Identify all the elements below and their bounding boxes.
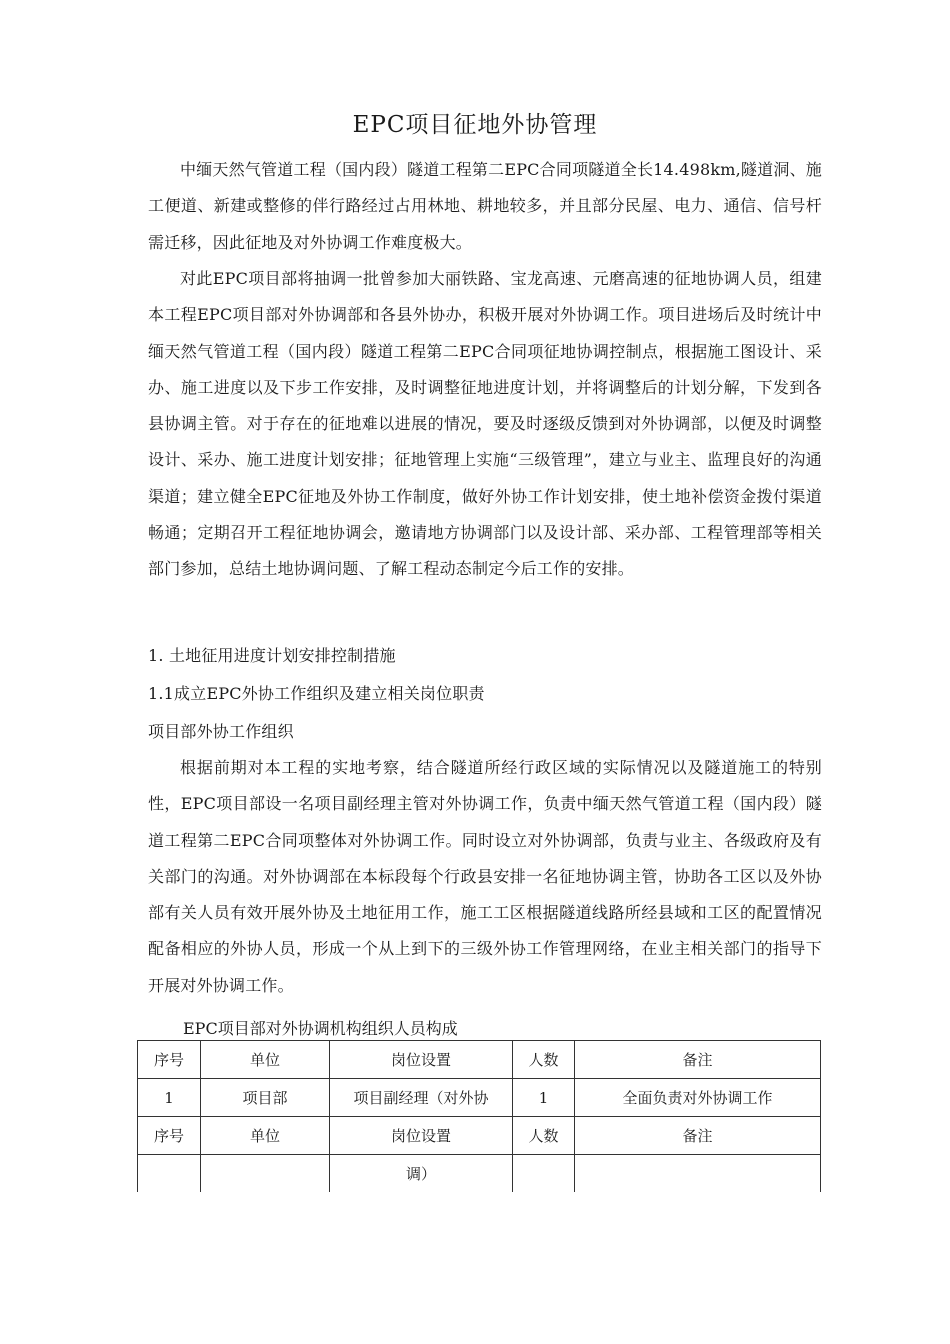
- header-cell-remarks: 备注: [575, 1117, 821, 1155]
- cell-unit: [201, 1155, 330, 1193]
- cell-unit: 项目部: [201, 1079, 330, 1117]
- paragraph-text: 对此EPC项目部将抽调一批曾参加大丽铁路、宝龙高速、元磨高速的征地协调人员，组建本工程EPC项目部对外协调部和各县外协办，积极开展对外协调工作。项目进场后及时统计中缅天然气管道工程（国内段）隧道工程第二EPC合同项征地协调控制点，根据施工图设计、采办、施工进度以及下步工作安排，及时调整征地进度计划，并将调整后的计划分解，下发到各县协调主管。对于存在的征地难以进展的情况，要及时逐级反馈到对外协调部，以便及时调整设计、采办、施工进度计划安排；征地管理上实施“三级管理”，建立与业主、监理良好的沟通渠道；建立健全EPC征地及外协工作制度，做好外协工作计划安排，使土地补偿资金拨付渠道畅通；定期召开工程征地协调会，邀请地方协调部门以及设计部、采办部、工程管理部等相关部门参加，总结土地协调问题、了解工程动态制定今后工作的安排。: [148, 269, 822, 579]
- cell-count: 1: [513, 1079, 575, 1117]
- paragraph-intro: [148, 152, 822, 261]
- document-title: EPC项目征地外协管理: [352, 112, 598, 138]
- paragraph-measures: [148, 261, 822, 588]
- paragraph-text: 根据前期对本工程的实地考察，结合隧道所经行政区域的实际情况以及隧道施工的特别性，EPC项目部设一名项目副经理主管对外协调工作，负责中缅天然气管道工程（国内段）隧道工程第二EPC合同项整体对外协调工作。同时设立对外协调部，负责与业主、各级政府及有关部门的沟通。对外协调部在本标段每个行政县安排一名征地协调主管，协助各工区以及外协部有关人员有效开展外协及土地征用工作，施工工区根据隧道线路所经县域和工区的配置情况配备相应的外协人员，形成一个从上到下的三级外协工作管理网络，在业主相关部门的指导下开展对外协调工作。: [148, 758, 822, 995]
- header-cell-index: 序号: [138, 1117, 201, 1155]
- paragraph-organization: [148, 750, 822, 1004]
- organization-table: [137, 1040, 821, 1192]
- cell-remarks: [575, 1155, 821, 1193]
- header-cell-remarks: 备注: [575, 1041, 821, 1079]
- table-repeat-header-row: [138, 1117, 821, 1155]
- paragraph-text: 中缅天然气管道工程（国内段）隧道工程第二EPC合同项隧道全长14.498km,隧道洞、施工便道、新建或整修的伴行路经过占用林地、耕地较多，并且部分民屋、电力、通信、信号杆需迁移，因此征地及对外协调工作难度极大。: [148, 160, 822, 252]
- section-heading-1: [148, 638, 822, 674]
- cell-remarks: 全面负责对外协调工作: [575, 1079, 821, 1117]
- heading-text: 1. 土地征用进度计划安排控制措施: [148, 646, 396, 665]
- cell-position: 调）: [330, 1155, 513, 1193]
- header-cell-position: 岗位设置: [330, 1117, 513, 1155]
- table-header-row: [138, 1041, 821, 1079]
- table-caption: EPC项目部对外协调机构组织人员构成: [183, 1019, 458, 1038]
- cell-count: [513, 1155, 575, 1193]
- subsection-heading: [148, 714, 822, 750]
- cell-index: [138, 1155, 201, 1193]
- table-row: [138, 1079, 821, 1117]
- cell-index: 1: [138, 1079, 201, 1117]
- header-cell-index: 序号: [138, 1041, 201, 1079]
- header-cell-count: 人数: [513, 1041, 575, 1079]
- header-cell-position: 岗位设置: [330, 1041, 513, 1079]
- header-cell-count: 人数: [513, 1117, 575, 1155]
- section-heading-1-1: [148, 676, 822, 712]
- table-row: [138, 1155, 821, 1193]
- header-cell-unit: 单位: [201, 1117, 330, 1155]
- cell-position: 项目副经理（对外协: [330, 1079, 513, 1117]
- heading-text: 1.1成立EPC外协工作组织及建立相关岗位职责: [148, 684, 485, 703]
- heading-text: 项目部外协工作组织: [148, 722, 294, 741]
- header-cell-unit: 单位: [201, 1041, 330, 1079]
